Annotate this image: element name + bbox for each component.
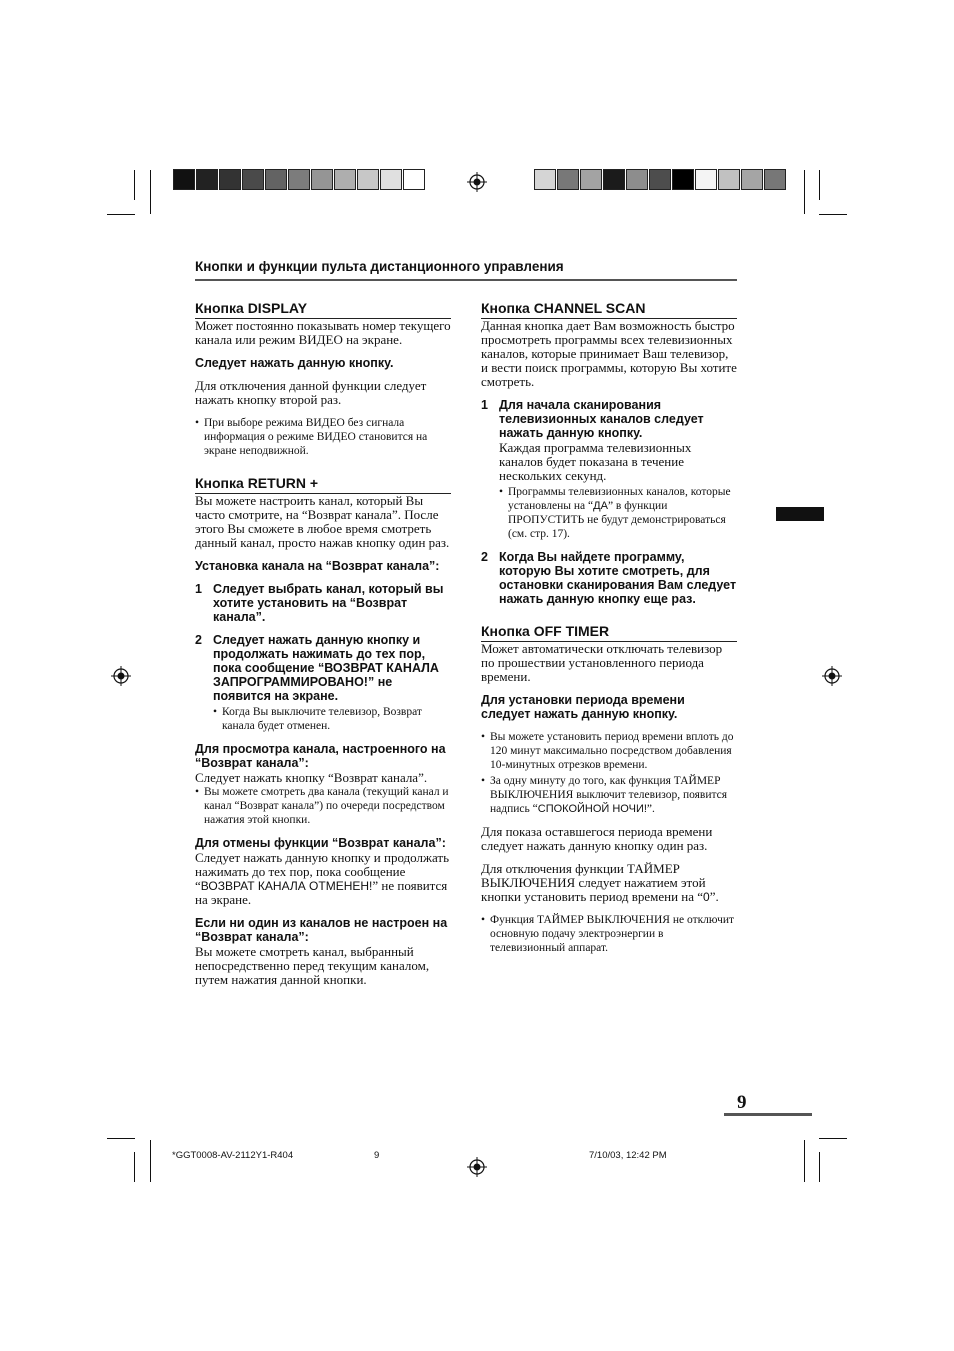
calibration-swatch bbox=[626, 169, 648, 190]
return-cancel-title: Для отмены функции “Возврат канала”: bbox=[195, 836, 446, 850]
scan-section bbox=[481, 300, 737, 606]
crop-mark bbox=[150, 170, 151, 214]
calibration-swatch bbox=[173, 169, 195, 190]
crop-mark bbox=[819, 1138, 847, 1139]
footer-page: 9 bbox=[374, 1150, 380, 1161]
timer-section bbox=[481, 623, 737, 955]
display-heading: Кнопка DISPLAY bbox=[195, 300, 451, 319]
registration-mark-icon bbox=[822, 666, 842, 686]
timer-off-text: Для отключения функции ТАЙМЕР ВЫКЛЮЧЕНИЯ следует нажатием этой кнопки установить период времени на “0”. bbox=[481, 861, 719, 904]
crop-mark bbox=[819, 1152, 820, 1182]
calibration-swatch bbox=[288, 169, 310, 190]
return-cancel-text: Следует нажать данную кнопку и продолжать нажимать до тех пор, пока сообщение “ВОЗВРАТ КАНАЛА ОТМЕНЕН!” не появится на экране. bbox=[195, 850, 450, 907]
registration-mark-icon bbox=[467, 172, 487, 192]
scan-text: Данная кнопка дает Вам возможность быстро просмотреть программы всех телевизионных каналов, которые принимает Ваш телевизор, и вести поиск программы, которую Вы хотите смотреть. bbox=[481, 318, 737, 389]
crop-mark bbox=[107, 214, 135, 215]
crop-mark bbox=[107, 1138, 135, 1139]
calibration-swatch bbox=[741, 169, 763, 190]
calibration-swatch bbox=[403, 169, 425, 190]
registration-mark-icon bbox=[467, 1157, 487, 1177]
page-number: 9 bbox=[737, 1092, 747, 1113]
timer-note-2: • За одну минуту до того, как функция ТАЙМЕР ВЫКЛЮЧЕНИЯ выключит телевизор, появится надпись “СПОКОЙНОЙ НОЧИ!”. bbox=[481, 775, 728, 815]
return-none-text: Вы можете смотреть канал, выбранный непосредственно перед текущим каналом, путем нажатия данной кнопки. bbox=[195, 944, 430, 987]
timer-text: Может автоматически отключать телевизор по прошествии установленного периода времени. bbox=[481, 641, 723, 684]
calibration-swatch bbox=[219, 169, 241, 190]
return-step-1: 1 Следует выбрать канал, который вы хотите установить на “Возврат канала”. bbox=[195, 582, 444, 624]
display-section bbox=[195, 300, 451, 458]
crop-mark bbox=[804, 1140, 805, 1182]
display-note: • При выборе режима ВИДЕО без сигнала информация о режиме ВИДЕО становится на экране неподвижной. bbox=[195, 417, 428, 457]
calibration-swatch bbox=[265, 169, 287, 190]
crop-mark bbox=[134, 170, 135, 200]
calibration-bar-left bbox=[173, 169, 426, 190]
calibration-swatch bbox=[672, 169, 694, 190]
return-view-title: Для просмотра канала, настроенного на “Возврат канала”: bbox=[195, 742, 446, 770]
return-view-text: Следует нажать кнопку “Возврат канала”. bbox=[195, 770, 428, 785]
calibration-swatch bbox=[357, 169, 379, 190]
section-rule bbox=[195, 279, 737, 281]
calibration-bar-right bbox=[534, 169, 787, 190]
calibration-swatch bbox=[695, 169, 717, 190]
return-heading: Кнопка RETURN + bbox=[195, 475, 451, 494]
calibration-swatch bbox=[311, 169, 333, 190]
scan-step-2: 2 Когда Вы найдете программу, которую Вы хотите смотреть, для остановки сканирования Вам следует нажать данную кнопку еще раз. bbox=[481, 550, 737, 606]
scan-step-1-text: Каждая программа телевизионных каналов будет показана в течение нескольких секунд. bbox=[499, 440, 692, 483]
display-off-text: Для отключения данной функции следует нажать кнопку второй раз. bbox=[195, 378, 427, 407]
return-setup-title: Установка канала на “Возврат канала”: bbox=[195, 559, 440, 573]
timer-note-3: • Функция ТАЙМЕР ВЫКЛЮЧЕНИЯ не отключит основную подачу электроэнергии в телевизионный аппарат. bbox=[481, 914, 735, 954]
crop-mark bbox=[819, 170, 820, 200]
right-column bbox=[481, 300, 737, 955]
footer-date: 7/10/03, 12:42 PM bbox=[589, 1150, 667, 1161]
return-section bbox=[195, 475, 451, 987]
calibration-swatch bbox=[380, 169, 402, 190]
display-instruction: Следует нажать данную кнопку. bbox=[195, 356, 394, 370]
crop-mark bbox=[134, 1152, 135, 1182]
crop-mark bbox=[804, 170, 805, 214]
calibration-swatch bbox=[196, 169, 218, 190]
timer-note-1: • Вы можете установить период времени вплоть до 120 минут максимально посредством добавления 10-минутных отрезков времени. bbox=[481, 731, 734, 771]
return-none-title: Если ни один из каналов не настроен на “Возврат канала”: bbox=[195, 916, 448, 944]
footer-file: *GGT0008-AV-2112Y1-R404 bbox=[172, 1150, 294, 1161]
calibration-swatch bbox=[242, 169, 264, 190]
calibration-swatch bbox=[718, 169, 740, 190]
calibration-swatch bbox=[334, 169, 356, 190]
calibration-swatch bbox=[580, 169, 602, 190]
display-text: Может постоянно показывать номер текущего канала или режим ВИДЕО на экране. bbox=[195, 318, 451, 347]
return-view-note: • Вы можете смотреть два канала (текущий канал и канал “Возврат канала”) по очереди посредством нажатия этой кнопки. bbox=[195, 786, 449, 826]
timer-instruction: Для установки периода времени следует нажать данную кнопку. bbox=[481, 693, 685, 721]
calibration-swatch bbox=[534, 169, 556, 190]
calibration-swatch bbox=[603, 169, 625, 190]
calibration-swatch bbox=[649, 169, 671, 190]
section-title: Кнопки и функции пульта дистанционного управления bbox=[195, 259, 564, 274]
registration-mark-icon bbox=[111, 666, 131, 686]
scan-step-1: 1 Для начала сканирования телевизионных каналов следует нажать данную кнопку. bbox=[481, 398, 704, 440]
page-number-rule bbox=[724, 1113, 812, 1116]
calibration-swatch bbox=[764, 169, 786, 190]
timer-heading: Кнопка OFF TIMER bbox=[481, 623, 737, 642]
calibration-swatch bbox=[557, 169, 579, 190]
language-tab-marker bbox=[776, 507, 824, 521]
crop-mark bbox=[819, 214, 847, 215]
return-step-2: 2 Следует нажать данную кнопку и продолжать нажимать до тех пор, пока сообщение “ВОЗВРАТ КАНАЛА ЗАПРОГРАММИРОВАНО!” не появится на экране. bbox=[195, 633, 439, 703]
return-text: Вы можете настроить канал, который Вы часто смотрите, на “Возврат канала”. После этого Вы сможете в любое время смотреть данный канал, просто нажав кнопку один раз. bbox=[195, 493, 450, 550]
scan-step-1-note: • Программы телевизионных каналов, которые установлены на “ДА” в функции ПРОПУСТИТЬ не будут демонстрироваться (см. стр. 17). bbox=[499, 486, 731, 540]
timer-remaining-text: Для показа оставшегося периода времени следует нажать данную кнопку один раз. bbox=[481, 824, 713, 853]
left-column bbox=[195, 300, 451, 987]
return-step-2-note: • Когда Вы выключите телевизор, Возврат канала будет отменен. bbox=[213, 706, 422, 732]
crop-mark bbox=[150, 1140, 151, 1182]
scan-heading: Кнопка CHANNEL SCAN bbox=[481, 300, 737, 319]
